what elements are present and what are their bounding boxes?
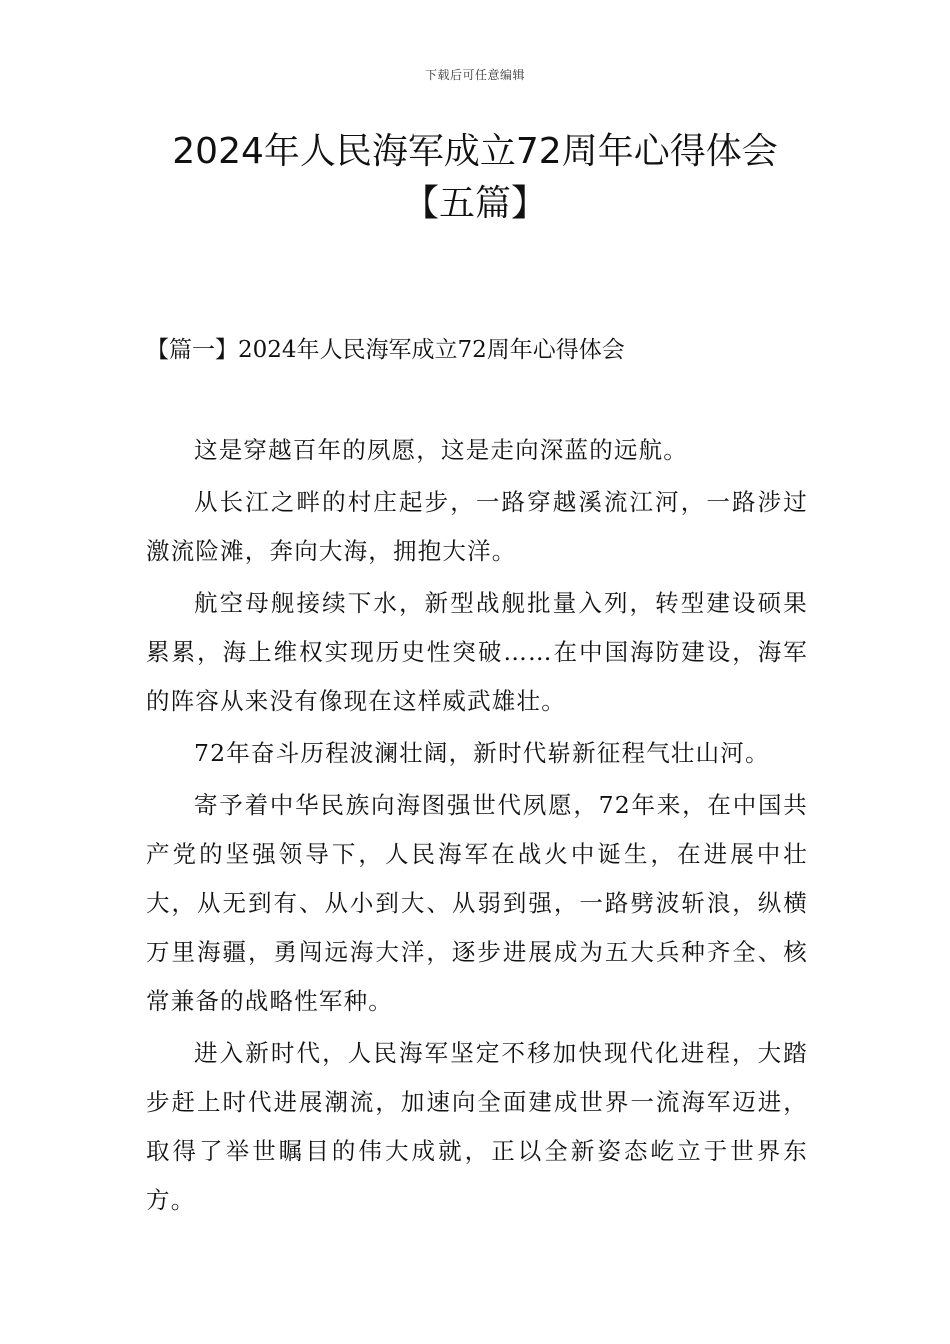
paragraph: 72年奋斗历程波澜壮阔，新时代崭新征程气壮山河。 <box>194 739 770 767</box>
paragraph: 从长江之畔的村庄起步，一路穿越溪流江河，一路涉过激流险滩，奔向大海，拥抱大洋。 <box>146 488 808 565</box>
paragraph: 航空母舰接续下水，新型战舰批量入列，转型建设硕果累累，海上维权实现历史性突破……在中国海防建设，海军的阵容从来没有像现在这样威武雄壮。 <box>146 589 808 715</box>
document-title: 2024年人民海军成立72周年心得体会【五篇】 <box>172 131 778 224</box>
paragraph: 寄予着中华民族向海图强世代夙愿，72年来，在中国共产党的坚强领导下，人民海军在战火中诞生，在进展中壮大，从无到有、从小到大、从弱到强，一路劈波斩浪，纵横万里海疆，勇闯远海大洋，逐步进展成为五大兵种齐全、核常兼备的战略性军种。 <box>146 791 808 1015</box>
paragraph: 这是穿越百年的夙愿，这是走向深蓝的远航。 <box>194 436 688 464</box>
body-text <box>146 426 808 1225</box>
section-heading: 【篇一】2024年人民海军成立72周年心得体会 <box>146 337 625 363</box>
header-note: 下载后可任意编辑 <box>424 68 525 82</box>
paragraph: 进入新时代，人民海军坚定不移加快现代化进程，大踏步赶上时代进展潮流，加速向全面建成世界一流海军迈进，取得了举世瞩目的伟大成就，正以全新姿态屹立于世界东方。 <box>146 1039 808 1214</box>
